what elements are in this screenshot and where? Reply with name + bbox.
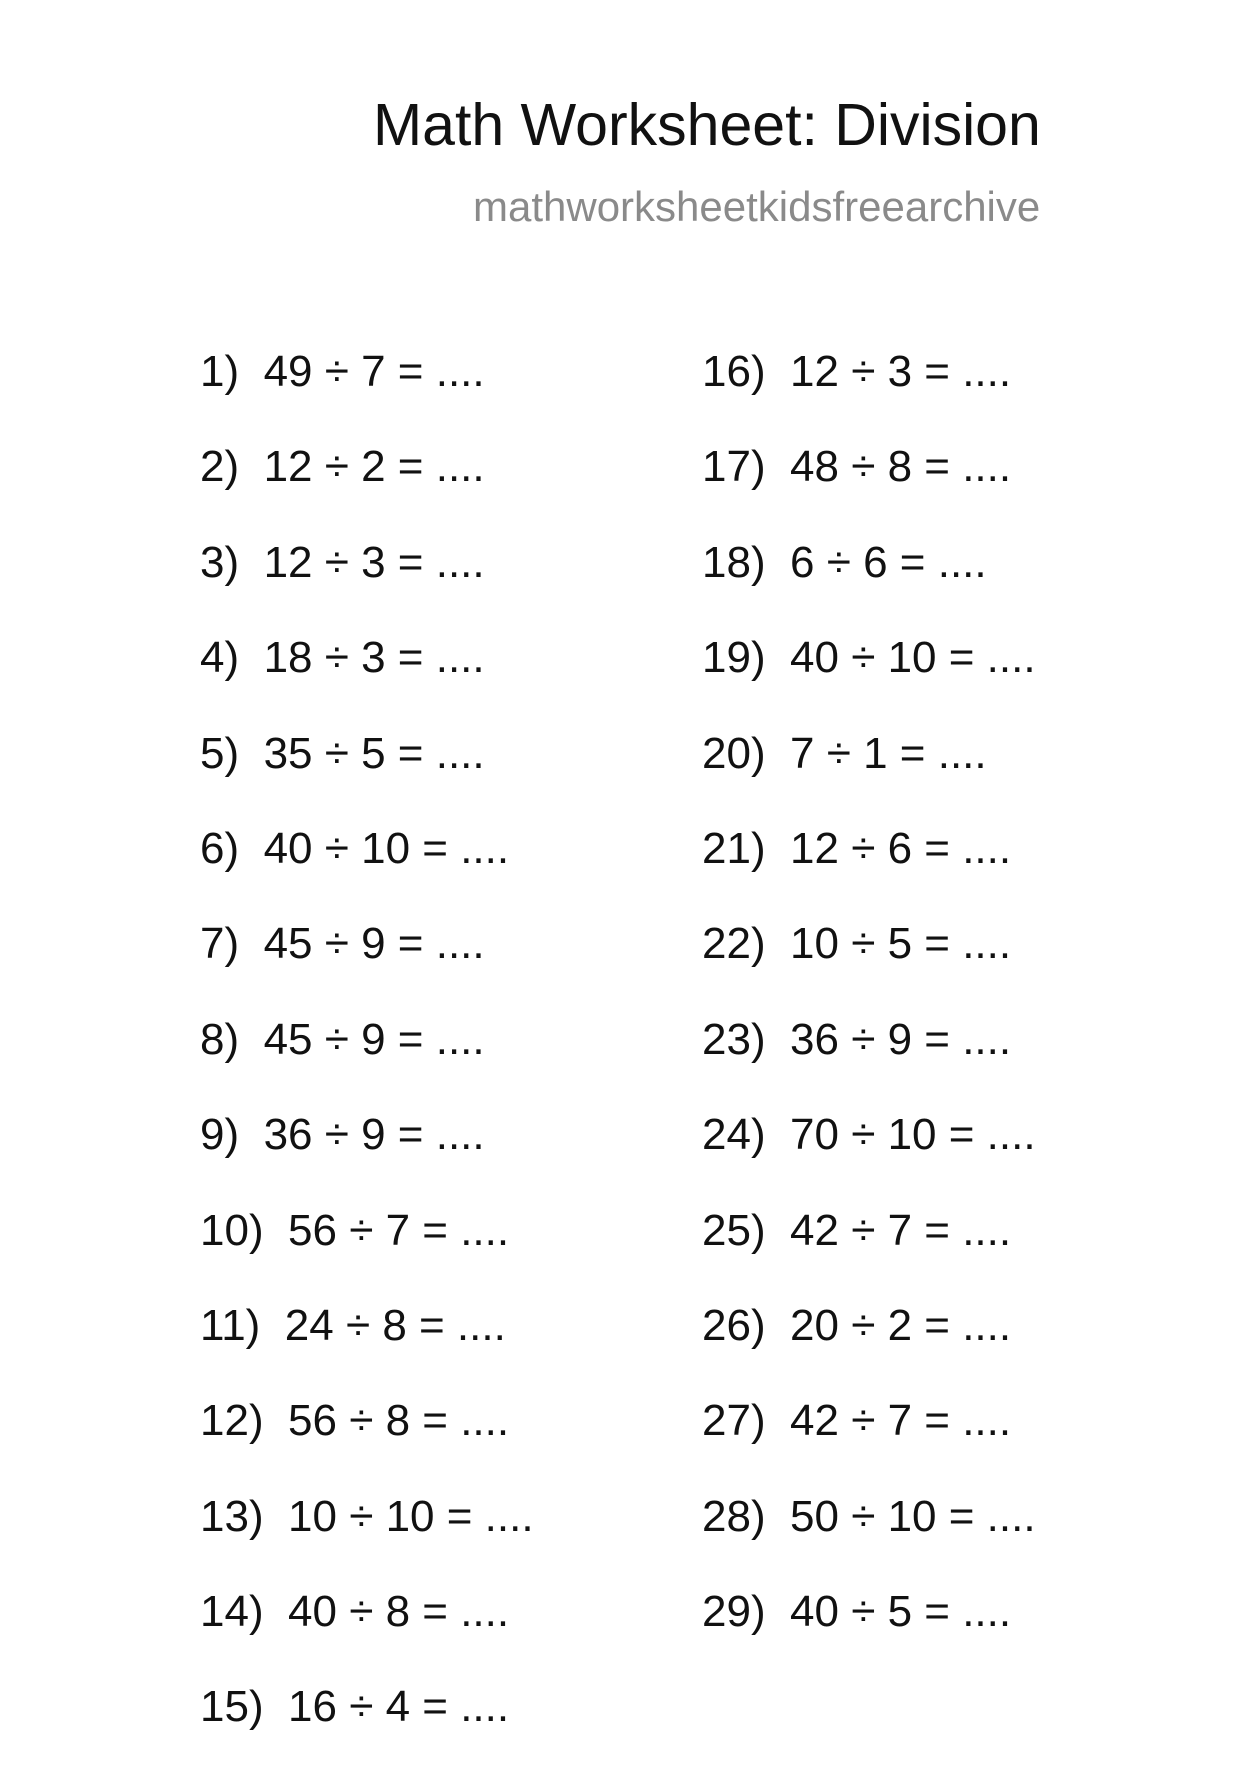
problem-item: 26) 20 ÷ 2 = .... — [702, 1300, 1012, 1350]
problem-item: 12) 56 ÷ 8 = .... — [200, 1396, 510, 1446]
problem-item: 14) 40 ÷ 8 = .... — [200, 1587, 510, 1637]
problem-item: 21) 12 ÷ 6 = .... — [702, 823, 1012, 873]
problem-item: 15) 16 ÷ 4 = .... — [200, 1682, 510, 1732]
problem-item: 25) 42 ÷ 7 = .... — [702, 1205, 1012, 1255]
problem-item: 11) 24 ÷ 8 = .... — [200, 1300, 506, 1350]
problem-list-right — [702, 347, 1036, 1685]
problem-item: 8) 45 ÷ 9 = .... — [200, 1014, 485, 1064]
problem-item: 18) 6 ÷ 6 = .... — [702, 537, 987, 587]
problem-item: 29) 40 ÷ 5 = .... — [702, 1587, 1012, 1637]
problem-item: 4) 18 ÷ 3 = .... — [200, 633, 485, 683]
problem-item: 13) 10 ÷ 10 = .... — [200, 1491, 534, 1541]
page-title: Math Worksheet: Division — [373, 92, 1041, 158]
problem-item: 23) 36 ÷ 9 = .... — [702, 1014, 1012, 1064]
problem-item: 20) 7 ÷ 1 = .... — [702, 728, 987, 778]
problem-item: 28) 50 ÷ 10 = .... — [702, 1491, 1036, 1541]
problem-list-left — [200, 347, 534, 1781]
problem-item: 27) 42 ÷ 7 = .... — [702, 1396, 1012, 1446]
problem-item: 9) 36 ÷ 9 = .... — [200, 1110, 485, 1160]
problem-item: 5) 35 ÷ 5 = .... — [200, 728, 485, 778]
problem-item: 10) 56 ÷ 7 = .... — [200, 1205, 510, 1255]
problem-item: 6) 40 ÷ 10 = .... — [200, 823, 510, 873]
problem-item: 24) 70 ÷ 10 = .... — [702, 1110, 1036, 1160]
problem-item: 7) 45 ÷ 9 = .... — [200, 919, 485, 969]
problem-item: 19) 40 ÷ 10 = .... — [702, 633, 1036, 683]
problem-item: 3) 12 ÷ 3 = .... — [200, 537, 485, 587]
problem-item: 22) 10 ÷ 5 = .... — [702, 919, 1012, 969]
problem-item: 17) 48 ÷ 8 = .... — [702, 442, 1012, 492]
page-subtitle: mathworksheetkidsfreearchive — [473, 183, 1041, 230]
problem-item: 16) 12 ÷ 3 = .... — [702, 347, 1012, 396]
problem-item: 2) 12 ÷ 2 = .... — [200, 442, 485, 492]
problem-item: 1) 49 ÷ 7 = .... — [200, 347, 485, 396]
